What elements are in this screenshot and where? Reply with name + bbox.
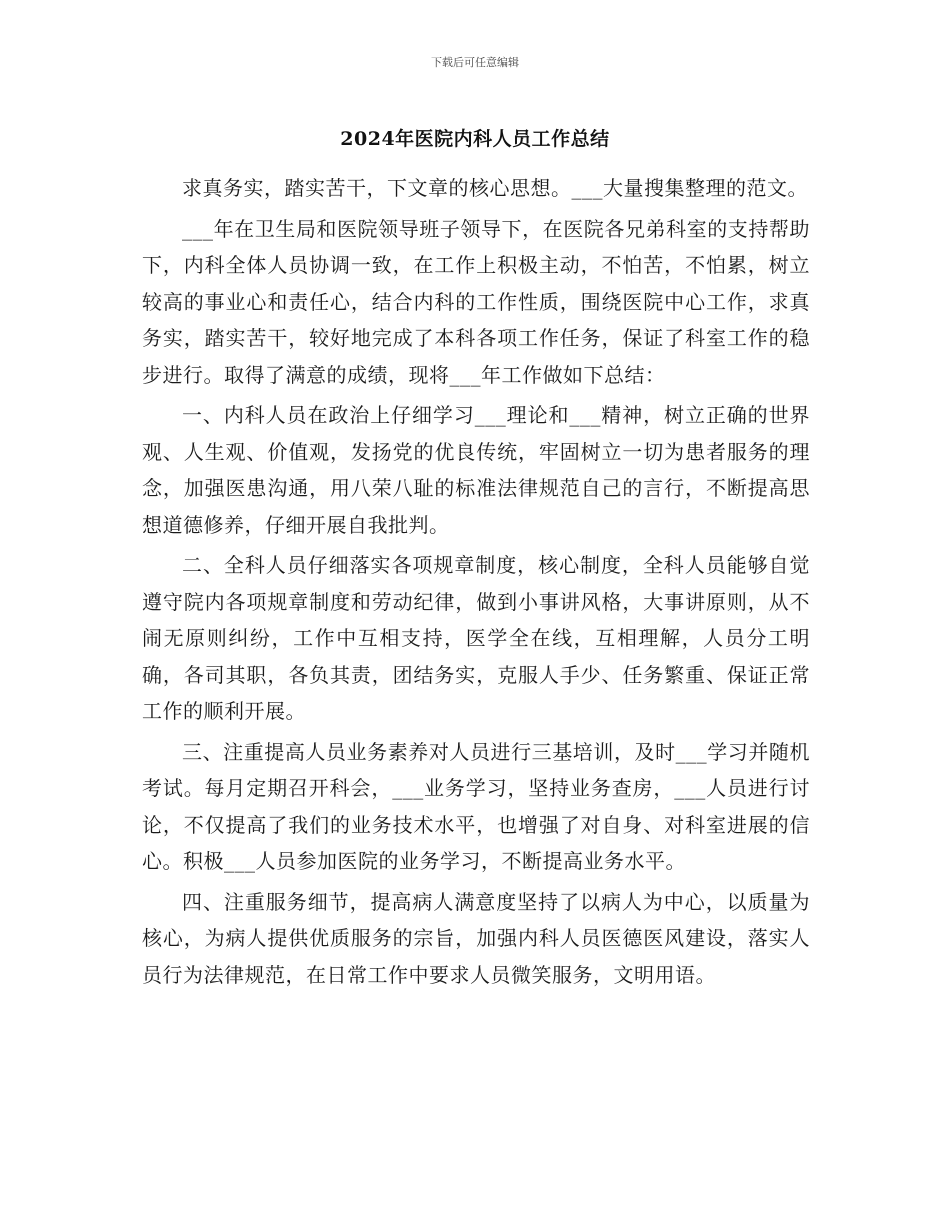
document-title: 2024年医院内科人员工作总结 bbox=[340, 128, 610, 150]
paragraph-overview: ___年在卫生局和医院领导班子领导下，在医院各兄弟科室的支持帮助下，内科全体人员协调一致，在工作上积极主动，不怕苦，不怕累，树立较高的事业心和责任心，结合内科的工作性质，围绕医院中心工作，求真务实，踏实苦干，较好地完成了本科各项工作任务，保证了科室工作的稳步进行。取得了满意的成绩，现将___年工作做如下总结： bbox=[142, 216, 810, 387]
paragraph-section-4: 四、注重服务细节，提高病人满意度坚持了以病人为中心，以质量为核心，为病人提供优质服务的宗旨，加强内科人员医德医风建设，落实人员行为法律规范，在日常工作中要求人员微笑服务，文明用语。 bbox=[142, 889, 810, 987]
paragraph-intro: 求真务实，踏实苦干，下文章的核心思想。___大量搜集整理的范文。 bbox=[182, 176, 808, 200]
document-body bbox=[142, 170, 810, 997]
paragraph-section-3: 三、注重提高人员业务素养对人员进行三基培训，及时___学习并随机考试。每月定期召开科会，___业务学习，坚持业务查房，___人员进行讨论，不仅提高了我们的业务技术水平，也增强了对自身、对科室进展的信心。积极___人员参加医院的业务学习，不断提高业务水平。 bbox=[142, 739, 810, 873]
paragraph-section-2: 二、全科人员仔细落实各项规章制度，核心制度，全科人员能够自觉遵守院内各项规章制度和劳动纪律，做到小事讲风格，大事讲原则，从不闹无原则纠纷，工作中互相支持，医学全在线，互相理解，人员分工明确，各司其职，各负其责，团结务实，克服人手少、任务繁重、保证正常工作的顺利开展。 bbox=[142, 553, 810, 723]
paragraph-section-1: 一、内科人员在政治上仔细学习___理论和___精神，树立正确的世界观、人生观、价值观，发扬党的优良传统，牢固树立一切为患者服务的理念，加强医患沟通，用八荣八耻的标准法律规范自己的言行，不断提高思想道德修养，仔细开展自我批判。 bbox=[142, 403, 810, 537]
page-header-note: 下载后可任意编辑 bbox=[431, 56, 519, 69]
